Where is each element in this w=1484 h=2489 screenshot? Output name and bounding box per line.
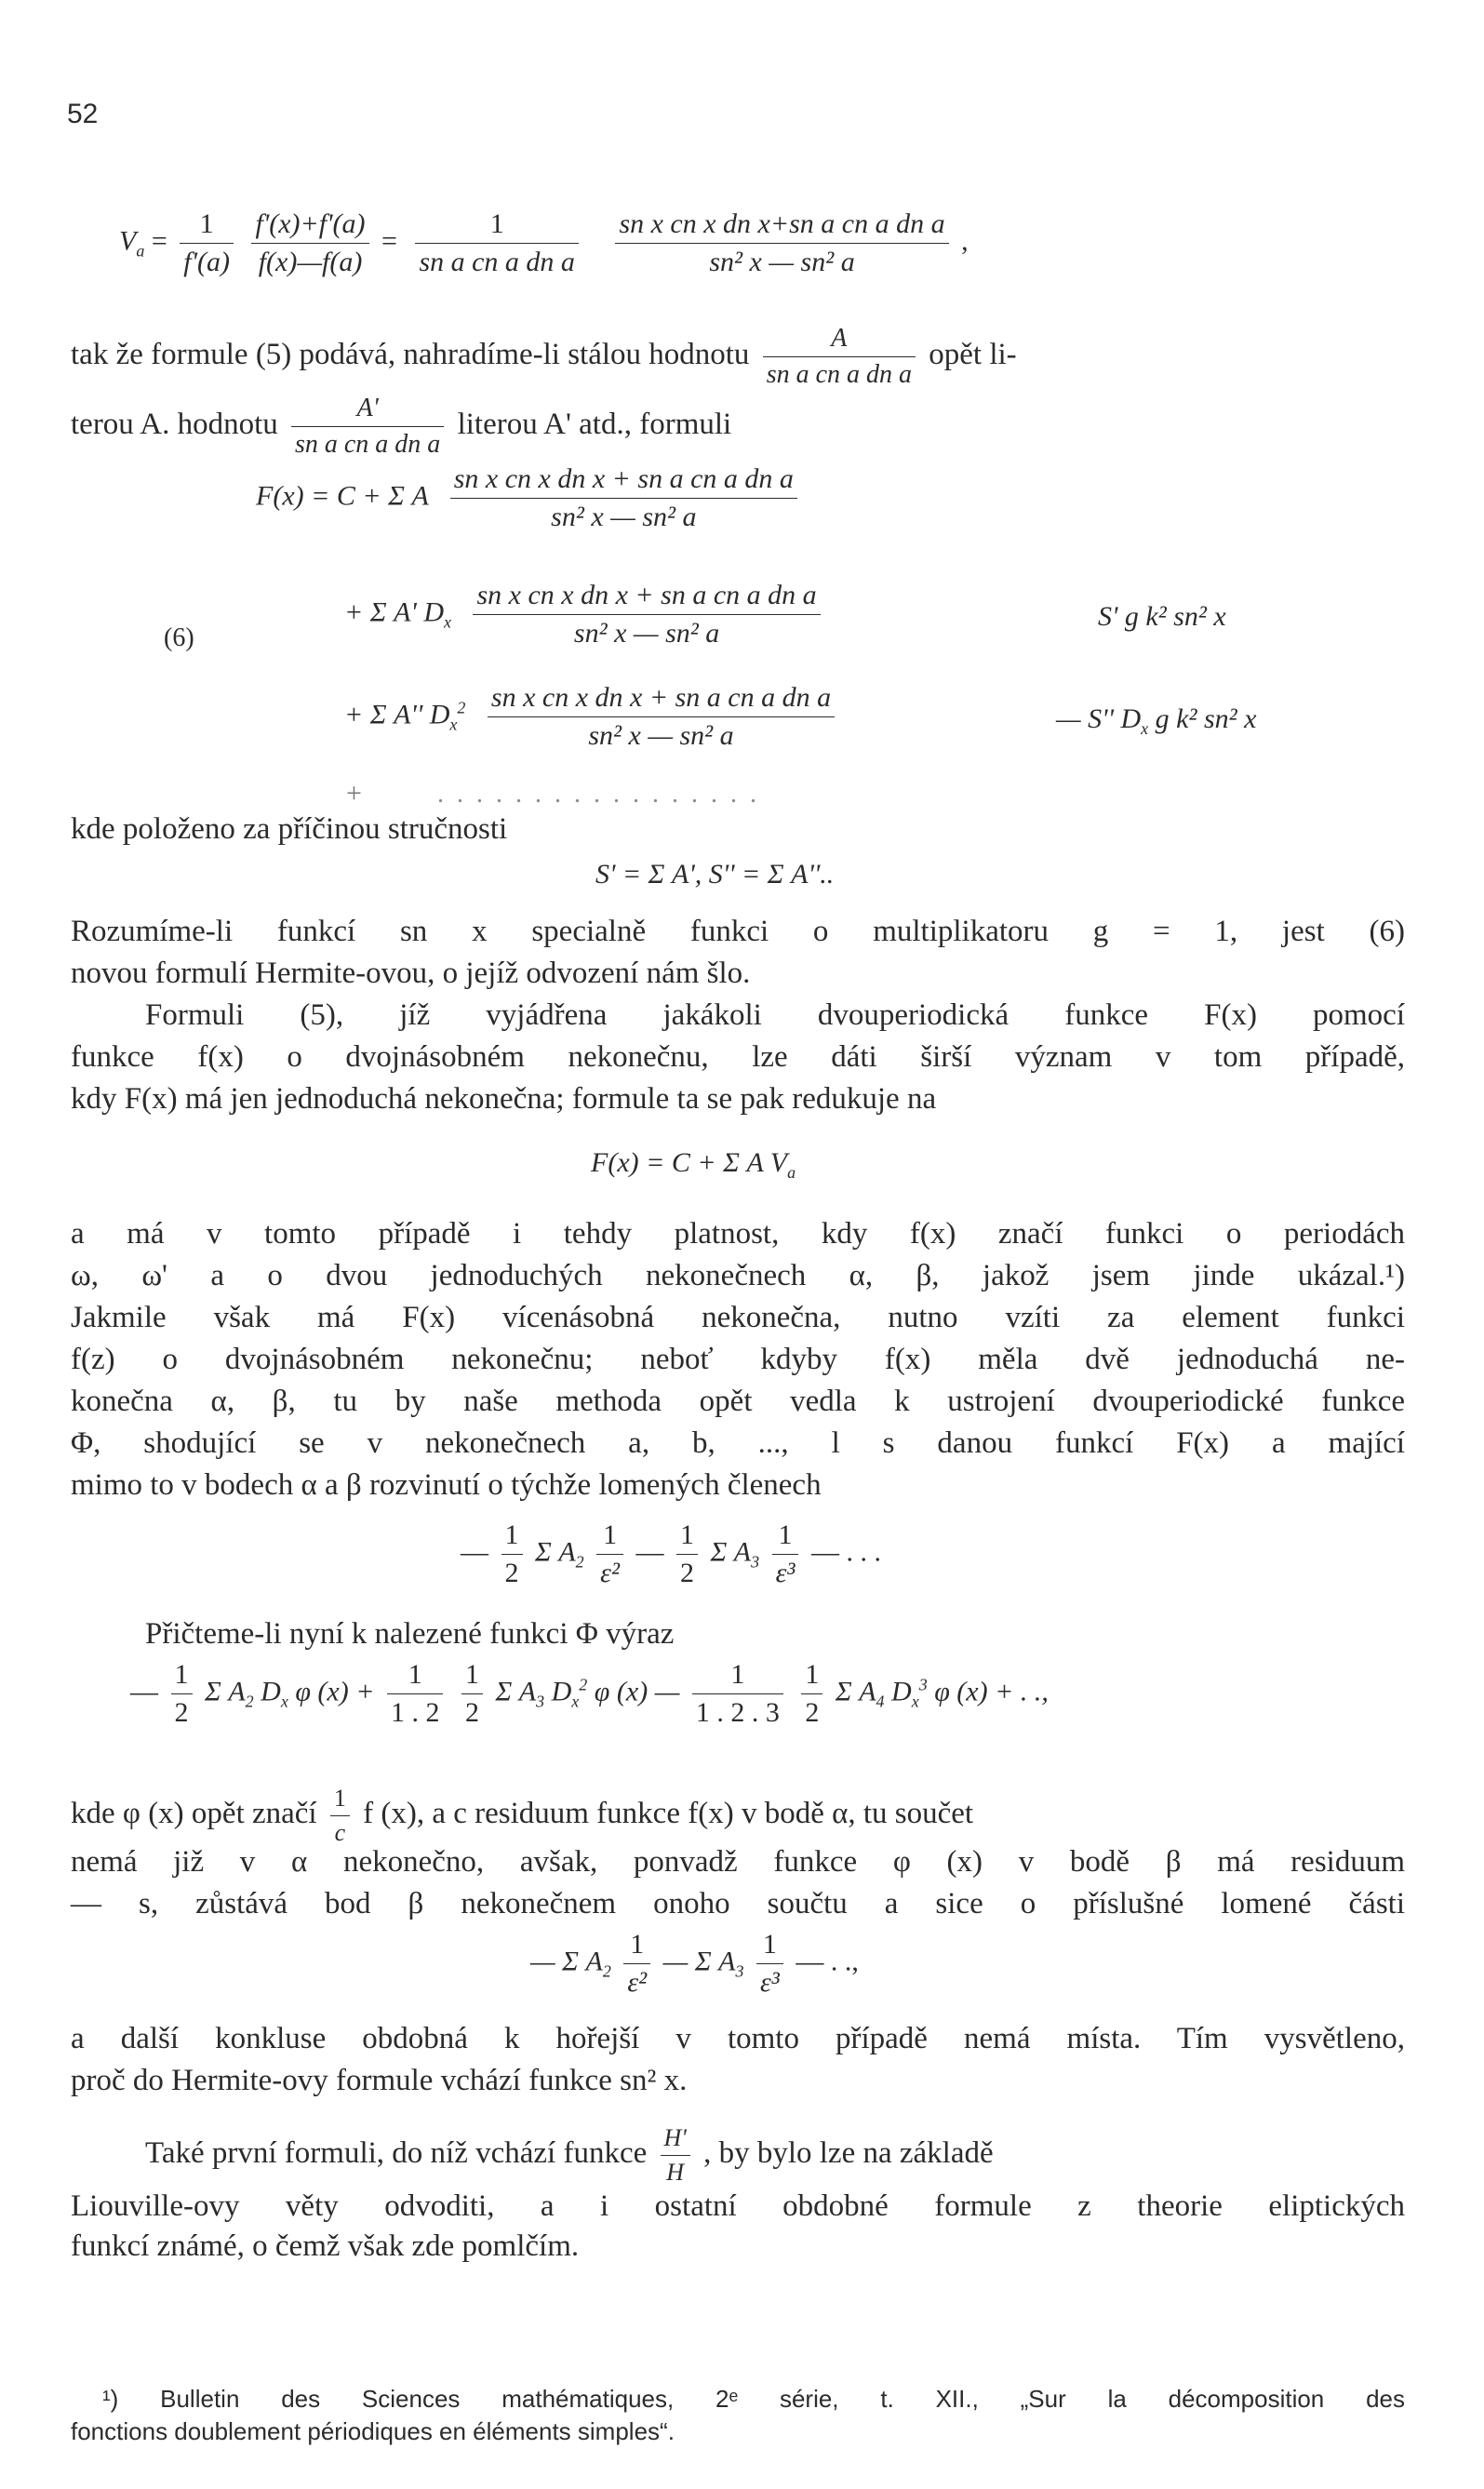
eq-v-frac-2-num: f'(x)+f'(a) xyxy=(251,210,368,244)
eq-v-tail: , xyxy=(961,225,969,257)
p1-l2-frac-den: sn a cn a dn a xyxy=(294,430,441,459)
eq-v-lhs-sub: a xyxy=(136,241,145,261)
footnote-line: ¹) Bulletin des Sciences mathématiques, 2ᵉ série, t. XII., „Sur la décomposition des xyxy=(102,2385,1405,2413)
eq8-t2b-sub: x xyxy=(571,1692,580,1711)
eq8-minus: — xyxy=(130,1676,158,1707)
eq-v-equals-2: = xyxy=(381,225,397,257)
eq6-r3-sub: x xyxy=(449,715,458,734)
text-line: a další konkluse obdobná k hořejší v tomto případě nemá místa. Tím vysvětleno, xyxy=(71,2022,1405,2055)
text-line: funkcí známé, o čemž však zde pomlčím. xyxy=(71,2229,580,2263)
eq7-f1-num: 1 xyxy=(501,1521,523,1555)
eq6-r2-frac xyxy=(473,582,820,648)
footnote-line: fonctions doublement périodiques en éléments simples“. xyxy=(71,2417,675,2445)
eq6-r3-tail: — S'' D xyxy=(1056,703,1142,734)
eq-fc-sub: a xyxy=(787,1163,796,1182)
eq8-t1b: D xyxy=(261,1676,281,1707)
eq7-t3: Σ A xyxy=(710,1536,752,1568)
text-line: proč do Hermite-ovy formule vchází funkce sn² x. xyxy=(71,2064,688,2097)
eq-v-frac-1-num: 1 xyxy=(180,210,234,244)
text-line xyxy=(71,1786,973,1845)
eq6-row-2-tail: S' g k² sn² x xyxy=(1098,601,1226,632)
eq8-frac-1 xyxy=(171,1661,193,1727)
eq-v-frac-3 xyxy=(415,210,579,276)
eq8-f3-den: 2 xyxy=(464,1697,479,1728)
eq8-frac-5 xyxy=(801,1661,822,1727)
eq8-t3b: D xyxy=(891,1676,912,1707)
p5-l3-frac-den: H xyxy=(666,2159,685,2186)
eq8-f1-num: 1 xyxy=(171,1661,193,1694)
eq9-f1-den: ε² xyxy=(627,1967,648,1998)
eq-v-frac-4-num: sn x cn x dn x+sn a cn a dn a xyxy=(615,210,948,244)
p1-l1-b: opět li- xyxy=(929,338,1017,372)
text-line: mimo to v bodech α a β rozvinutí o týchže lomených členech xyxy=(71,1468,822,1502)
eq9-t1-sub: 2 xyxy=(602,1961,611,1981)
eq8-t3: Σ A xyxy=(835,1676,876,1707)
eq-v-frac-1-den: f'(a) xyxy=(183,247,230,277)
page-number: 52 xyxy=(67,99,99,129)
eq7-f2-num: 1 xyxy=(596,1521,623,1555)
eq6-r3-den: sn² x — sn² a xyxy=(588,720,734,751)
eq9-frac-1 xyxy=(623,1931,650,1997)
eq9-f2-num: 1 xyxy=(756,1931,783,1964)
eq6-row-3 xyxy=(344,684,840,750)
eq6-r2-num: sn x cn x dn x + sn a cn a dn a xyxy=(473,582,820,615)
text-line: — s, zůstává bod β nekonečnem onoho součtu a sice o příslušné lomené části xyxy=(71,1887,1405,1920)
eq-v-frac-3-num: 1 xyxy=(415,210,579,244)
p4-l1-a: kde φ (x) opět značí xyxy=(71,1797,317,1831)
eq8-t1: Σ A xyxy=(205,1676,246,1707)
eq8-t2b-sup: 2 xyxy=(579,1675,588,1694)
eq8-t3c: φ (x) + . ., xyxy=(934,1676,1049,1707)
text-line: Jakmile však má F(x) vícenásobná nekonečna, nutno vzíti za element funkci xyxy=(71,1301,1405,1334)
eq8-t3b-sup: 3 xyxy=(918,1675,928,1694)
eq8-t2-sub: 3 xyxy=(536,1692,545,1711)
p5-l3-a: Také první formuli, do níž vchází funkce xyxy=(145,2136,648,2171)
eq8-f3-num: 1 xyxy=(461,1661,483,1694)
equation-v-a xyxy=(119,210,969,276)
eq7-f1-den: 2 xyxy=(504,1558,519,1588)
eq6-r1-num: sn x cn x dn x + sn a cn a dn a xyxy=(450,465,797,499)
eq8-f2-num: 1 xyxy=(387,1661,444,1694)
eq7-f3-den: 2 xyxy=(679,1558,694,1588)
equation-series-1 xyxy=(461,1521,881,1587)
text-line: ω, ω' a o dvou jednoduchých nekonečnech α, β, jakož jsem jinde ukázal.¹) xyxy=(71,1259,1405,1292)
eq6-row-3-tail xyxy=(1056,705,1256,737)
eq6-r3-sup: 2 xyxy=(457,698,466,717)
text-line: Přičteme-li nyní k nalezené funkci Φ výraz xyxy=(145,1617,675,1651)
text-line xyxy=(145,2126,994,2185)
p1-l2-frac-num: A' xyxy=(291,395,444,427)
text-line: funkce f(x) o dvojnásobném nekonečnu, lze dáti širší význam v tom případě, xyxy=(71,1040,1405,1074)
eq-v-lhs: V xyxy=(119,225,137,257)
text-line: a má v tomto případě i tehdy platnost, kdy f(x) značí funkci o periodách xyxy=(71,1217,1405,1251)
eq9-f1-num: 1 xyxy=(623,1931,650,1964)
text-line: kde položeno za příčinou stručnosti xyxy=(71,812,508,846)
text-line: konečna α, β, tu by naše methoda opět vedla k ustrojení dvouperiodické funkce xyxy=(71,1385,1405,1418)
eq7-f2-den: ε² xyxy=(600,1558,620,1588)
eq8-frac-4 xyxy=(692,1661,783,1727)
eq6-row-4-plus: + xyxy=(346,778,362,809)
eq8-frac-3 xyxy=(461,1661,483,1727)
p1-l2-b: literou A' atd., formuli xyxy=(457,408,732,442)
eq7-f3-num: 1 xyxy=(676,1521,698,1555)
eq6-r1-lhs: F(x) = C + Σ A xyxy=(256,480,429,512)
eq6-r3-tail-sub: x xyxy=(1141,719,1149,738)
eq9-t2-sub: 3 xyxy=(735,1961,744,1981)
eq9-t3: — . ., xyxy=(795,1946,859,1977)
p1-l1-a: tak že formule (5) podává, nahradíme-li stálou hodnotu xyxy=(71,338,750,372)
eq7-t1-sub: 2 xyxy=(575,1552,584,1572)
eq6-r3-lhs: + Σ A'' D xyxy=(344,699,450,730)
eq-v-frac-2-den: f(x)—f(a) xyxy=(258,247,363,277)
text-line: S' = Σ A', S'' = Σ A''.. xyxy=(595,859,835,890)
eq8-frac-2 xyxy=(387,1661,444,1727)
eq7-t1: Σ A xyxy=(535,1536,576,1568)
eq8-t1c: φ (x) + xyxy=(295,1676,375,1707)
eq7-frac-3 xyxy=(676,1521,698,1587)
eq6-r3-tail2: g k² sn² x xyxy=(1155,703,1257,734)
eq7-frac-1 xyxy=(501,1521,523,1587)
eq9-t2: — Σ A xyxy=(662,1946,736,1977)
eq6-r2-den: sn² x — sn² a xyxy=(573,618,720,649)
eq8-t2b: D xyxy=(551,1676,572,1707)
eq6-row-4-dots: ................. xyxy=(437,780,769,809)
p1-l1-frac-num: A xyxy=(763,326,916,357)
p1-l2-frac xyxy=(291,395,444,458)
p5-l3-frac xyxy=(661,2126,690,2185)
p5-l3-frac-num: H' xyxy=(661,2126,690,2156)
eq7-t2: — xyxy=(635,1536,664,1568)
eq8-t3b-sub: x xyxy=(911,1692,919,1711)
eq7-frac-4 xyxy=(772,1521,799,1587)
equation-series-2 xyxy=(130,1661,1049,1727)
eq8-f5-den: 2 xyxy=(805,1697,820,1728)
p1-l2-a: terou A. hodnotu xyxy=(71,408,278,442)
eq8-t1b-sub: x xyxy=(280,1692,288,1711)
eq8-t1-sub: 2 xyxy=(245,1692,254,1711)
eq6-r1-frac xyxy=(450,465,797,531)
eq9-t1: — Σ A xyxy=(530,1946,603,1977)
text-line xyxy=(71,326,1017,388)
eq7-t3-sub: 3 xyxy=(751,1552,760,1572)
text-line: nemá již v α nekonečno, avšak, ponvadž funkce φ (x) v bodě β má residuum xyxy=(71,1845,1405,1879)
eq6-r2-lhs: + Σ A' D xyxy=(344,596,444,628)
text-line: f(z) o dvojnásobném nekonečnu; neboť kdyby f(x) měla dvě jednoduchá ne- xyxy=(71,1343,1405,1376)
eq6-row-2 xyxy=(344,582,826,648)
p4-l1-b: f (x), a c residuum funkce f(x) v bodě α, tu součet xyxy=(363,1797,974,1831)
text-line: novou formulí Hermite-ovou, o jejíž odvození nám šlo. xyxy=(71,957,751,990)
text-line: Formuli (5), jíž vyjádřena jakákoli dvouperiodická funkce F(x) pomocí xyxy=(145,998,1405,1032)
eq9-frac-2 xyxy=(756,1931,783,1997)
eq7-minus: — xyxy=(461,1536,488,1568)
eq8-t3-sub: 4 xyxy=(876,1692,885,1711)
eq8-t2: Σ A xyxy=(495,1676,537,1707)
eq8-t2c: φ (x) — xyxy=(594,1676,680,1707)
eq8-f4-num: 1 xyxy=(692,1661,783,1694)
eq-v-frac-3-den: sn a cn a dn a xyxy=(419,247,575,277)
p1-l1-frac xyxy=(763,326,916,388)
p5-l3-b: , by bylo lze na základě xyxy=(703,2136,994,2171)
eq9-f2-den: ε³ xyxy=(759,1967,780,1998)
eq6-r3-frac xyxy=(488,684,835,750)
eq8-f1-den: 2 xyxy=(174,1697,189,1728)
eq6-r2-sub: x xyxy=(443,612,451,632)
eq6-row-1 xyxy=(256,465,803,531)
eq6-r3-num: sn x cn x dn x + sn a cn a dn a xyxy=(488,684,835,717)
eq-f-c-sum xyxy=(591,1149,795,1181)
eq7-f4-den: ε³ xyxy=(775,1558,795,1588)
p1-l1-frac-den: sn a cn a dn a xyxy=(766,360,913,389)
eq-v-equals: = xyxy=(151,225,167,257)
text-line: Rozumíme-li funkcí sn x specialně funkci o multiplikatoru g = 1, jest (6) xyxy=(71,915,1405,948)
text-line: Φ, shodující se v nekonečnech a, b, ..., l s danou funkcí F(x) a mající xyxy=(71,1426,1405,1460)
eq7-t4: — . . . xyxy=(810,1536,881,1568)
eq-v-frac-2 xyxy=(251,210,368,276)
eq-v-frac-1 xyxy=(180,210,234,276)
text-line xyxy=(71,395,731,458)
eq6-r1-den: sn² x — sn² a xyxy=(551,502,697,532)
eq8-f5-num: 1 xyxy=(801,1661,822,1694)
eq7-frac-2 xyxy=(596,1521,623,1587)
p4-l1-frac xyxy=(330,1786,350,1845)
p4-l1-frac-den: c xyxy=(334,1819,346,1846)
text-line: Liouville-ovy věty odvoditi, a i ostatní obdobné formule z theorie eliptických xyxy=(71,2189,1405,2223)
equation-series-3 xyxy=(530,1931,859,1997)
eq-v-frac-4-den: sn² x — sn² a xyxy=(709,247,855,277)
text-line: kdy F(x) má jen jednoduchá nekonečna; formule ta se pak redukuje na xyxy=(71,1082,937,1116)
eq8-f2-den: 1 . 2 xyxy=(390,1697,440,1728)
eq-fc-body: F(x) = C + Σ A V xyxy=(591,1147,788,1178)
eq-v-frac-4 xyxy=(615,210,948,276)
equation-label: (6) xyxy=(164,623,194,652)
eq7-f4-num: 1 xyxy=(772,1521,799,1555)
eq8-f4-den: 1 . 2 . 3 xyxy=(695,1697,780,1728)
p4-l1-frac-num: 1 xyxy=(330,1786,350,1816)
